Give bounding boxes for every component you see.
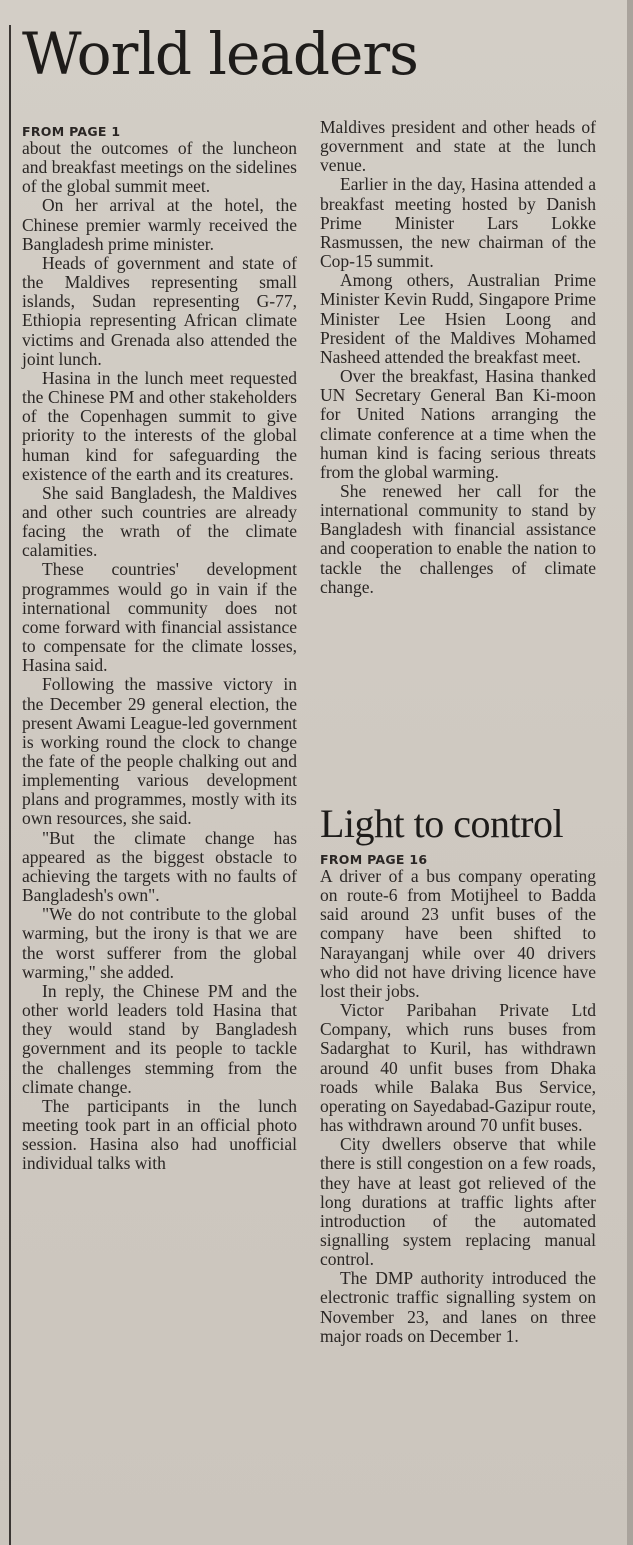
story2-paragraph: Victor Paribahan Private Ltd Company, which runs buses from Sadarghat to Kuril, has withdrawn around 40 unfit buses from Dhaka roads while Balaka Bus Service, operating on Sayedabad-Gazipur route, has withdrawn around 70 unfit buses. xyxy=(320,1000,596,1136)
story1-kicker: FROM PAGE 1 xyxy=(22,124,121,139)
story1-paragraph: Earlier in the day, Hasina attended a breakfast meeting hosted by Danish Prime Minister Lars Lokke Rasmussen, the new chairman of the Cop-15 summit. xyxy=(320,174,596,272)
story2-kicker: FROM PAGE 16 xyxy=(320,852,428,867)
story2-block xyxy=(320,800,596,1346)
story1-right-column xyxy=(320,118,596,597)
story2-paragraph: City dwellers observe that while there is still congestion on a few roads, they have at least got relieved of the long durations at traffic lights after introduction of the automated signalling system replacing manual control. xyxy=(320,1134,596,1270)
story1-paragraph: These countries' development programmes would go in vain if the international community does not come forward with financial assistance to compensate for the climate losses, Hasina said. xyxy=(22,559,297,676)
headline-world-leaders: World leaders xyxy=(22,20,418,88)
page-edge xyxy=(627,0,633,1545)
story1-paragraph: about the outcomes of the luncheon and breakfast meetings on the sidelines of the global summit meet. xyxy=(22,138,297,197)
story2-paragraph: A driver of a bus company operating on route-6 from Motijheel to Badda said around 23 unfit buses of the company have been shifted to Narayanganj while over 40 drivers who did not have driving licence have lost their jobs. xyxy=(320,866,596,1001)
story1-paragraph: The participants in the lunch meeting took part in an official photo session. Hasina also had unofficial individual talks with xyxy=(22,1095,297,1174)
story1-paragraph: Hasina in the lunch meet requested the Chinese PM and other stakeholders of the Copenhagen summit to give priority to the interests of the global human kind for safeguarding the existence of the earth and its creatures. xyxy=(22,367,297,484)
story1-paragraph: Over the breakfast, Hasina thanked UN Secretary General Ban Ki-moon for United Nations arranging the climate conference at a time when the human kind is facing serious threats from the global warming. xyxy=(320,366,596,482)
story1-paragraph: Heads of government and state of the Maldives representing small islands, Sudan representing G-77, Ethiopia representing African climate victims and Grenada also attended the joint lunch. xyxy=(22,252,297,369)
story1-paragraph: On her arrival at the hotel, the Chinese premier warmly received the Bangladesh prime minister. xyxy=(22,195,297,254)
story1-paragraph: She said Bangladesh, the Maldives and other such countries are already facing the wrath of the climate calamities. xyxy=(22,482,297,561)
story1-paragraph: "We do not contribute to the global warming, but the irony is that we are the worst sufferer from the global warming," she added. xyxy=(22,904,297,982)
story1-paragraph: She renewed her call for the international community to stand by Bangladesh with financial assistance and cooperation to enable the nation to tackle the challenges of climate change. xyxy=(320,480,596,597)
story2-paragraph: The DMP authority introduced the electronic traffic signalling system on November 23, and lanes on three major roads on December 1. xyxy=(320,1268,596,1346)
story1-left-column xyxy=(22,124,297,1173)
column-rule xyxy=(9,25,11,1545)
story1-paragraph: In reply, the Chinese PM and the other world leaders told Hasina that they would stand by Bangladesh government and its people to tackle the challenges stemming from the climate change. xyxy=(22,980,297,1097)
headline-light-to-control: Light to control xyxy=(320,801,564,846)
story1-paragraph: Among others, Australian Prime Minister Kevin Rudd, Singapore Prime Minister Lee Hsien Loong and President of the Maldives Mohamed Nasheed attended the breakfast meet. xyxy=(320,270,596,367)
story1-paragraph: "But the climate change has appeared as the biggest obstacle to achieving the targets with no faults of Bangladesh's own". xyxy=(22,827,297,906)
story1-paragraph: Following the massive victory in the December 29 general election, the present Awami League-led government is working round the clock to change the fate of the people chalking out and implementing various development plans and programmes, mostly with its own resources, she said. xyxy=(22,674,297,829)
story1-paragraph: Maldives president and other heads of government and state at the lunch venue. xyxy=(320,117,596,176)
